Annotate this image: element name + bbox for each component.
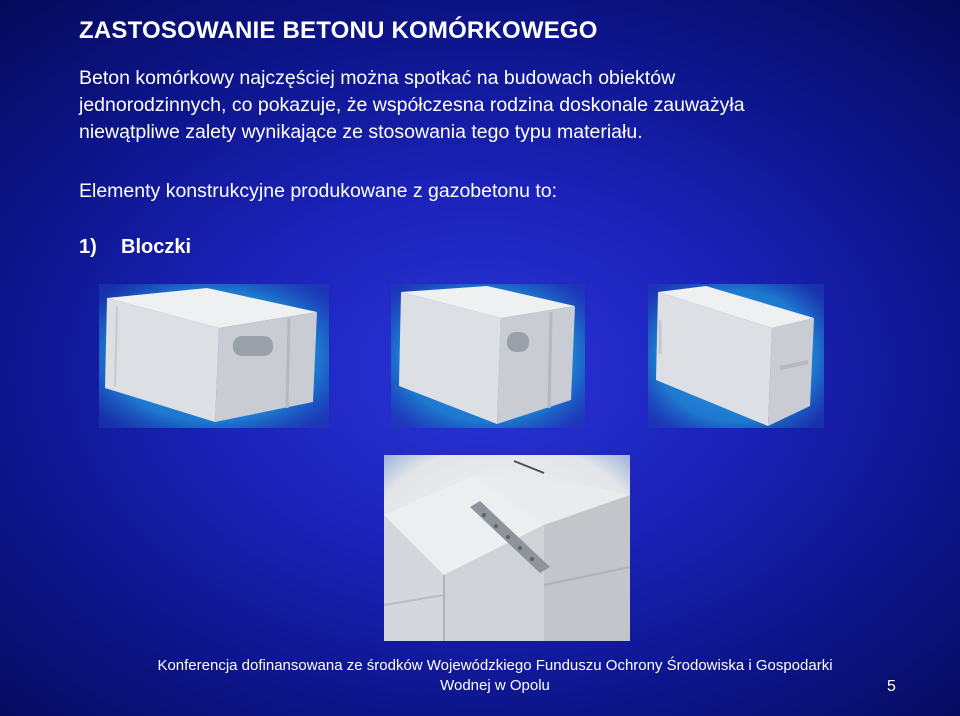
- block-photo-3: [648, 284, 824, 428]
- intro-paragraph: [79, 65, 939, 146]
- slide-title: ZASTOSOWANIE BETONU KOMÓRKOWEGO: [79, 17, 598, 44]
- page-number: 5: [887, 678, 896, 695]
- list-item-label: Bloczki: [121, 236, 192, 258]
- footer: [110, 656, 880, 696]
- block-photo-2: [391, 284, 585, 428]
- list-item-number: 1): [79, 236, 97, 258]
- wall-connector-photo: [384, 455, 630, 641]
- paragraph-line: niewątpliwe zalety wynikające ze stosowania tego typu materiału.: [79, 121, 643, 143]
- list-item: [79, 236, 191, 259]
- block-photo-1: [99, 284, 329, 428]
- paragraph-line: Beton komórkowy najczęściej można spotkać na budowach obiektów: [79, 67, 676, 89]
- footer-line: Wodnej w Opolu: [440, 677, 550, 694]
- elements-intro: Elementy konstrukcyjne produkowane z gazobetonu to:: [79, 180, 558, 202]
- paragraph-line: jednorodzinnych, co pokazuje, że współczesna rodzina doskonale zauważyła: [79, 94, 745, 116]
- footer-line: Konferencja dofinansowana ze środków Wojewódzkiego Funduszu Ochrony Środowiska i Gospodarki: [157, 657, 833, 674]
